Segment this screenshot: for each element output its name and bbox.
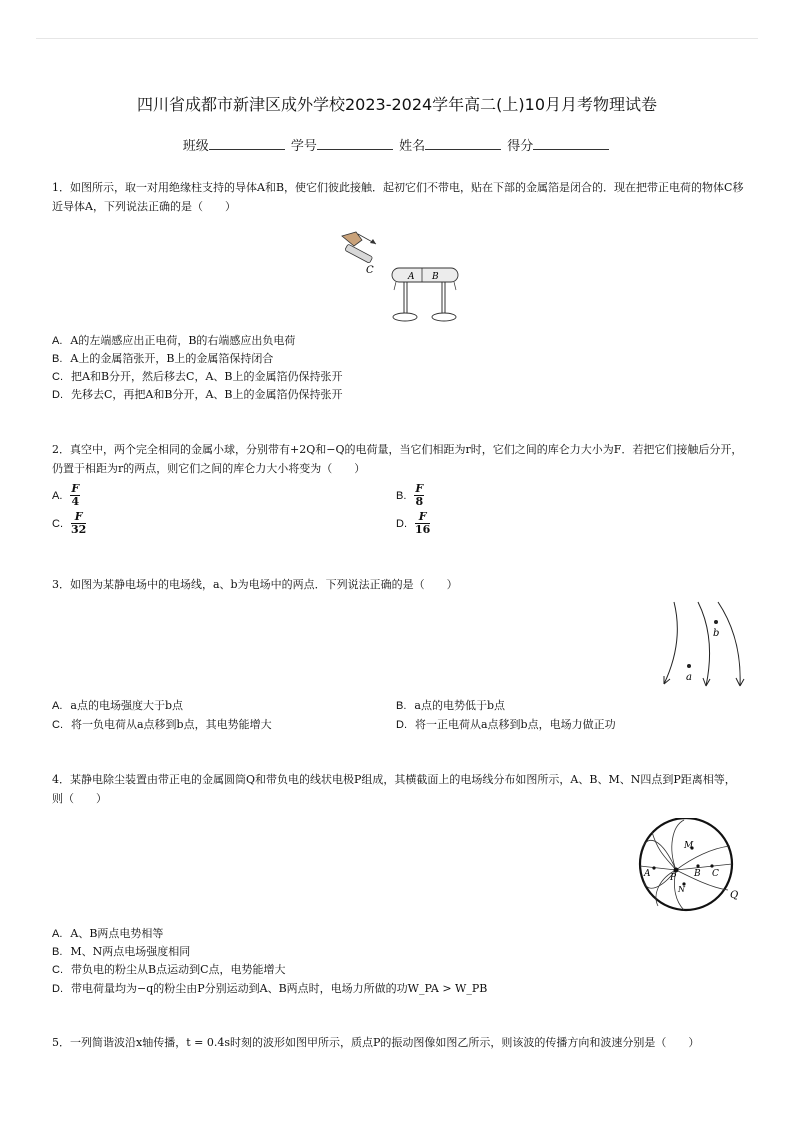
id-field[interactable] [317, 139, 393, 150]
q2-option-b[interactable]: B. $\frac{F}{8}$ [396, 482, 424, 508]
field-line-3 [718, 602, 740, 686]
label-b: B [694, 869, 701, 879]
label-n: N [678, 885, 685, 894]
field-line-2 [698, 602, 710, 686]
q4-option-d[interactable]: D. 带电荷量均为−q的粉尘由P分别运动到A、B两点时，电场力所做的功W_PA > W_PB [52, 982, 488, 995]
label-c: C [366, 265, 374, 276]
question-4-figure [632, 818, 744, 914]
question-5-text: 5．一列简谐波沿x轴传播，t = 0.4s时刻的波形如图甲所示，质点P的振动图像如图乙所示，则该波的传播方向和波速分别是（ ） [52, 1036, 700, 1049]
q4-option-a[interactable]: A. A、B两点电势相等 [52, 927, 164, 940]
id-label: 学号 [290, 139, 317, 154]
label-c: C [712, 869, 719, 879]
question-1-figure [334, 226, 464, 326]
top-rule [36, 38, 758, 39]
label-a: a [686, 672, 692, 683]
q1-option-a[interactable]: A. A的左端感应出正电荷，B的右端感应出负电荷 [52, 334, 296, 347]
q4-option-c[interactable]: C. 带负电的粉尘从B点运动到C点，电势能增大 [52, 963, 286, 976]
label-b: b [713, 628, 720, 639]
conductor-ab [392, 268, 458, 282]
score-field[interactable] [533, 139, 609, 150]
student-info-line [0, 135, 794, 154]
question-1-text: 1．如图所示，取一对用绝缘柱支持的导体A和B，使它们彼此接触．起初它们不带电，贴在下部的金属箔是闭合的．现在把带正电荷的物体C移近导体A，下列说法正确的是（ ） [52, 181, 744, 213]
label-q: Q [730, 890, 739, 901]
point-a [687, 664, 691, 668]
label-a: A [644, 869, 651, 879]
class-label: 班级 [182, 139, 209, 154]
question-2-text: 2．真空中，两个完全相同的金属小球，分别带有+2Q和−Q的电荷量，当它们相距为r时，它们之间的库仑力大小为F．若把它们接触后分开，仍置于相距为r的两点，则它们之间的库仑力大小将变为（ ） [52, 443, 743, 475]
question-3-figure [656, 598, 748, 692]
q2-option-c[interactable]: C. $\frac{F}{32}$ [52, 510, 87, 536]
q4-option-b[interactable]: B. M、N两点电场强度相同 [52, 945, 191, 958]
label-p: P [670, 873, 677, 883]
q3-option-c[interactable]: C. 将一负电荷从a点移到b点，其电势能增大 [52, 718, 272, 731]
label-a: A [408, 272, 415, 282]
score-label: 得分 [507, 139, 534, 154]
class-field[interactable] [209, 139, 285, 150]
q2-option-a[interactable]: A. $\frac{F}{4}$ [52, 482, 80, 508]
q2-option-d[interactable]: D. $\frac{F}{16}$ [396, 510, 431, 536]
q3-option-a[interactable]: A. a点的电场强度大于b点 [52, 699, 184, 712]
charged-rod-c [345, 244, 373, 263]
point-b [714, 620, 718, 624]
q3-option-d[interactable]: D. 将一正电荷从a点移到b点，电场力做正功 [396, 718, 616, 731]
page-title: 四川省成都市新津区成外学校2023-2024学年高二(上)10月月考物理试卷 [136, 95, 658, 114]
q1-option-d[interactable]: D. 先移去C，再把A和B分开，A、B上的金属箔仍保持张开 [52, 388, 343, 401]
label-m: M [684, 841, 694, 851]
name-field[interactable] [425, 139, 501, 150]
label-b: B [432, 272, 439, 282]
question-3-text: 3．如图为某静电场中的电场线，a、b为电场中的两点．下列说法正确的是（ ） [52, 578, 458, 591]
q1-option-c[interactable]: C. 把A和B分开，然后移去C，A、B上的金属箔仍保持张开 [52, 370, 343, 383]
electrode-p [674, 868, 679, 873]
field-line-1 [664, 602, 677, 684]
q3-option-b[interactable]: B. a点的电势低于b点 [396, 699, 506, 712]
name-label: 姓名 [399, 139, 426, 154]
cylinder-q [640, 818, 732, 910]
question-4-text: 4．某静电除尘装置由带正电的金属圆筒Q和带负电的线状电极P组成，其横截面上的电场线分布如图所示，A、B、M、N四点到P距离相等，则（ ） [52, 773, 736, 805]
q1-option-b[interactable]: B. A上的金属箔张开，B上的金属箔保持闭合 [52, 352, 274, 365]
